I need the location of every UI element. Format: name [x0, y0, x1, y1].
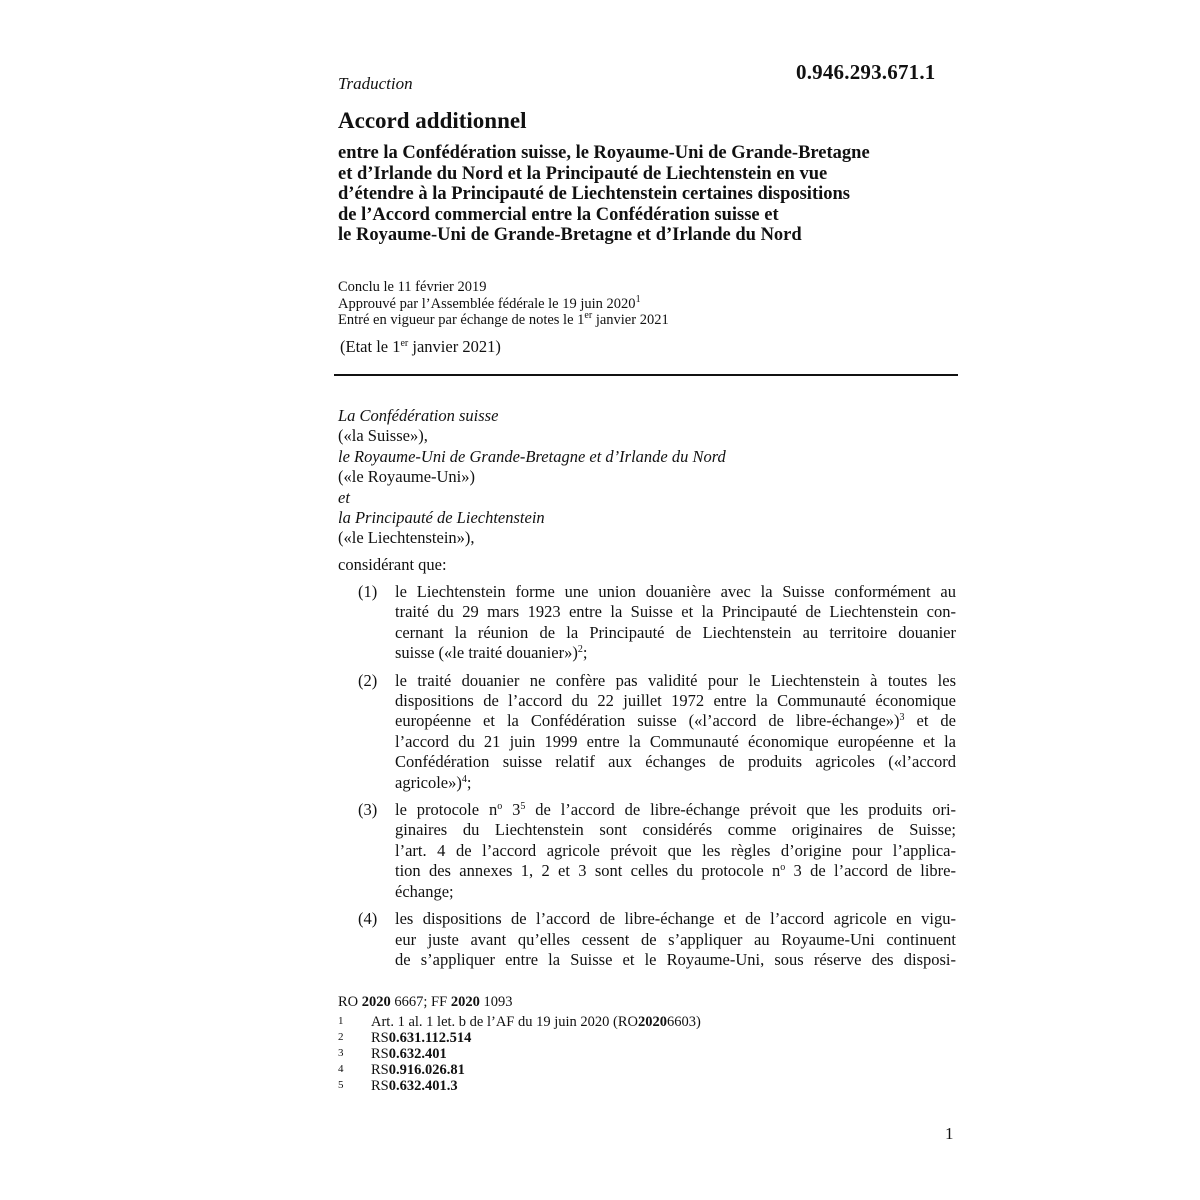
party-united-kingdom: le Royaume-Uni de Grande-Bretagne et d’Irlande du Nord: [338, 446, 726, 466]
rs-link[interactable]: 0.916.026.81: [388, 1062, 465, 1078]
party-short-name: («la Suisse»),: [338, 426, 428, 446]
footnotes: [338, 1014, 701, 1094]
footnote-number: 5: [338, 1079, 344, 1091]
party-liechtenstein: la Principauté de Liechtenstein: [338, 508, 545, 528]
status-date: (Etat le 1er janvier 2021): [340, 337, 501, 356]
footnote-number: 1: [338, 1015, 344, 1027]
rs-number: 0.946.293.671.1: [796, 60, 936, 84]
page-number: 1: [945, 1124, 954, 1143]
rs-link[interactable]: 0.631.112.514: [388, 1030, 472, 1046]
document-metadata: [338, 279, 669, 329]
subtitle-line: de l’Accord commercial entre la Confédération suisse et: [338, 204, 779, 225]
recital-number: (3): [358, 800, 378, 820]
subtitle-line: entre la Confédération suisse, le Royaume-Uni de Grande-Bretagne: [338, 143, 870, 163]
header-divider: [334, 374, 958, 376]
party-switzerland: La Confédération suisse: [338, 406, 499, 425]
footnote: 4 RS 0.916.026.81: [338, 1062, 465, 1078]
recital-text: le Liechtenstein forme une union douanière avec la Suisse conformément au traité du 29 mars 1923 entre la Suisse et la Principauté de Liechtenstein con- cernant la réunion de la Principauté de Liechtenstein au territoire douanier suisse («le traité douanier»)$^2$;: [395, 582, 956, 663]
recital-number: (4): [358, 909, 378, 929]
document-title: Accord additionnel: [338, 108, 527, 133]
footnote: 3 RS 0.632.401: [338, 1046, 447, 1062]
footnote-number: 3: [338, 1047, 344, 1059]
conjunction: et: [338, 487, 350, 507]
subtitle-line: et d’Irlande du Nord et la Principauté de Liechtenstein en vue: [338, 163, 828, 184]
recital-item: [338, 800, 956, 902]
recital-text: le traité douanier ne confère pas validité pour le Liechtenstein à toutes les dispositions de l’accord du 22 juillet 1972 entre la Communauté économique européenne et la Confédération suisse («l’accord de libre-échange»)$^3$ et de l’accord du 21 juin 1999 entre la Communauté économique européenne et la Confédération suisse relatif aux échanges de produits agricoles («l’accord agricole»)$^4$;: [395, 670, 957, 792]
recital-number: (2): [358, 670, 378, 690]
concluded-date: Conclu le 11 février 2019: [338, 279, 487, 295]
recital-item: [338, 671, 956, 793]
subtitle-line: le Royaume-Uni de Grande-Bretagne et d’Irlande du Nord: [338, 225, 802, 245]
footnote-number: 2: [338, 1031, 344, 1043]
footnote: 1 Art. 1 al. 1 let. b de l’AF du 19 juin 2020 (RO 2020 6603): [338, 1014, 701, 1030]
recital-item: [338, 909, 956, 970]
footnote-ref[interactable]: 1: [635, 293, 641, 305]
rs-link[interactable]: 0.632.401.3: [388, 1078, 458, 1094]
footnote-ref[interactable]: 3: [899, 712, 905, 724]
approval-date: Approuvé par l’Assemblée fédérale le 19 juin 2020$^1$: [338, 293, 641, 312]
footnote-ref[interactable]: 4: [461, 773, 467, 785]
footnote-ref[interactable]: 2: [577, 644, 583, 656]
recital-text: le protocole $n^o$ $3^5$ de l’accord de libre-échange prévoit que les produits ori- ginaires du Liechtenstein sont considérés comme originaires de Suisse; l’art. 4 de l’accord agricole prévoit que les règles d’origine pour l’applica- tion des annexes 1, 2 et 3 sont celles du protocole $n^o$ 3 de l’accord de libre- échange;: [395, 800, 957, 901]
considering-intro: considérant que:: [338, 555, 447, 574]
footnote-ref[interactable]: 5: [520, 801, 526, 813]
party-short-name: («le Royaume-Uni»): [338, 467, 476, 487]
party-short-name: («le Liechtenstein»),: [338, 528, 475, 548]
rs-link[interactable]: 0.632.401: [388, 1046, 447, 1062]
contracting-parties: [338, 406, 726, 549]
recital-item: [338, 582, 956, 664]
official-compilation-reference: RO 2020 6667; FF 2020 1093: [338, 994, 513, 1010]
translation-label: Traduction: [338, 74, 413, 93]
recital-text: les dispositions de l’accord de libre-échange et de l’accord agricole en vigu- eur juste avant qu’elles cessent de s’appliquer au Royaume-Uni continuent de s’appliquer entre la Suisse et le Royaume-Uni, sous réserve des disposi-: [395, 909, 956, 969]
entry-into-force: Entré en vigueur par échange de notes le 1er janvier 2021: [338, 310, 669, 328]
document-subtitle: [338, 143, 978, 246]
footnote-number: 4: [338, 1063, 344, 1075]
recital-number: (1): [358, 582, 378, 601]
footnote: 2 RS 0.631.112.514: [338, 1030, 472, 1046]
recitals-list: [338, 582, 956, 977]
subtitle-line: d’étendre à la Principauté de Liechtenstein certaines dispositions: [338, 184, 850, 204]
footnote: 5 RS 0.632.401.3: [338, 1078, 458, 1094]
